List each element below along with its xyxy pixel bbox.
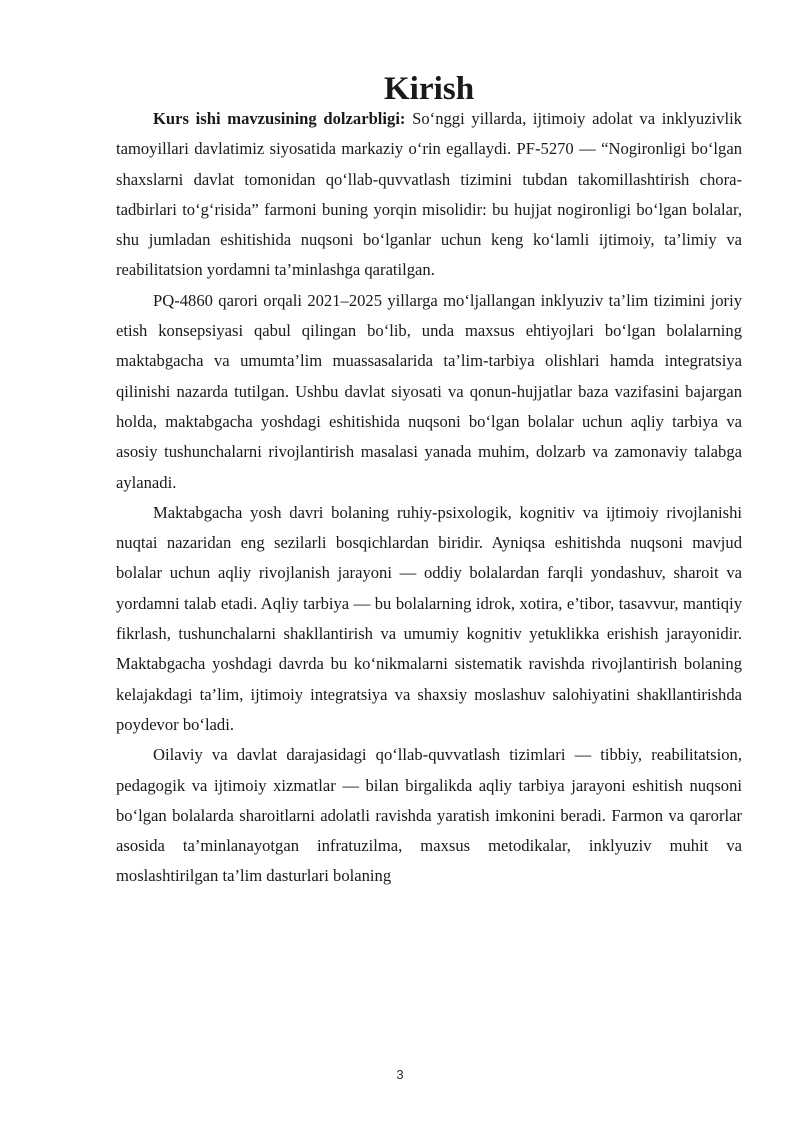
paragraph-decree: PQ-4860 qarori orqali 2021–2025 yillarga mo‘ljallangan inklyuziv ta’lim tizimini joriy etish konsepsiyasi qabul qilingan bo‘lib, unda maxsus ehtiyojlari bo‘lgan bolalarning maktabgacha va umumta’lim muassasalarida ta’lim-tarbiya olishlari hamda integratsiya qilinishi nazarda tutilgan. Ushbu davlat siyosati va qonun-hujjatlar baza vazifasini bajargan holda, maktabgacha yoshdagi eshitishida nuqsoni bo‘lgan bolalar uchun aqliy tarbiya va asosiy tushunchalarni rivojlantirish masalasi yanada muhim, dolzarb va zamonaviy talabga aylanadi. [116, 290, 742, 492]
paragraph-relevance [116, 104, 742, 286]
page-content [116, 70, 742, 892]
paragraph-preschool-age: Maktabgacha yosh davri bolaning ruhiy-psixologik, kognitiv va ijtimoiy rivojlanishi nuqtai nazaridan eng sezilarli bosqichlardan biridir. Ayniqsa eshitishda nuqsoni mavjud bolalar uchun aqliy rivojlanish jarayoni — oddiy bolalardan farqli yondashuv, sharoit va yordamni talab etadi. Aqliy tarbiya — bu bolalarning idrok, xotira, e’tibor, tasavvur, mantiqiy fikrlash, tushunchalarni shakllantirish va umumiy kognitiv yetuklikka erishish jarayonidir. Maktabgacha yoshdagi davrda bu ko‘nikmalarni sistematik ravishda rivojlantirish bolaning kelajakdagi ta’lim, ijtimoiy integratsiya va shaxsiy moslashuv salohiyatini shakllantirishda poydevor bo‘ladi. [116, 502, 742, 734]
section-title: Kirish [383, 70, 475, 107]
paragraph-support-systems: Oilaviy va davlat darajasidagi qo‘llab-quvvatlash tizimlari — tibbiy, reabilitatsion, pedagogik va ijtimoiy xizmatlar — bilan birgalikda aqliy tarbiya jarayoni eshitish nuqsoni bo‘lgan bolalarda sharoitlarni adolatli ravishda yaratish imkonini beradi. Farmon va qarorlar asosida ta’minlanayotgan infratuzilma, maxsus metodikalar, inklyuziv muhit va moslashtirilgan ta’lim dasturlari bolaning [116, 745, 742, 886]
page-number: 3 [396, 1067, 404, 1082]
paragraph-lead: Kurs ishi mavzusining dolzarbligi: [153, 109, 406, 128]
paragraph-text: So‘nggi yillarda, ijtimoiy adolat va inklyuzivlik tamoyillari davlatimiz siyosatida markaziy o‘rin egallaydi. PF-5270 — “Nogironligi bo‘lgan shaxslarni davlat tomonidan qo‘llab-quvvatlash tizimini tubdan takomillashtirish chora-tadbirlari to‘g‘risida” farmoni buning yorqin misolidir: bu hujjat nogironligi bo‘lgan bolalar, shu jumladan eshitishida nuqsoni bo‘lganlar uchun keng ko‘lamli ijtimoiy, ta’limiy va reabilitatsion yordamni ta’minlashga qaratilgan. [116, 109, 742, 280]
